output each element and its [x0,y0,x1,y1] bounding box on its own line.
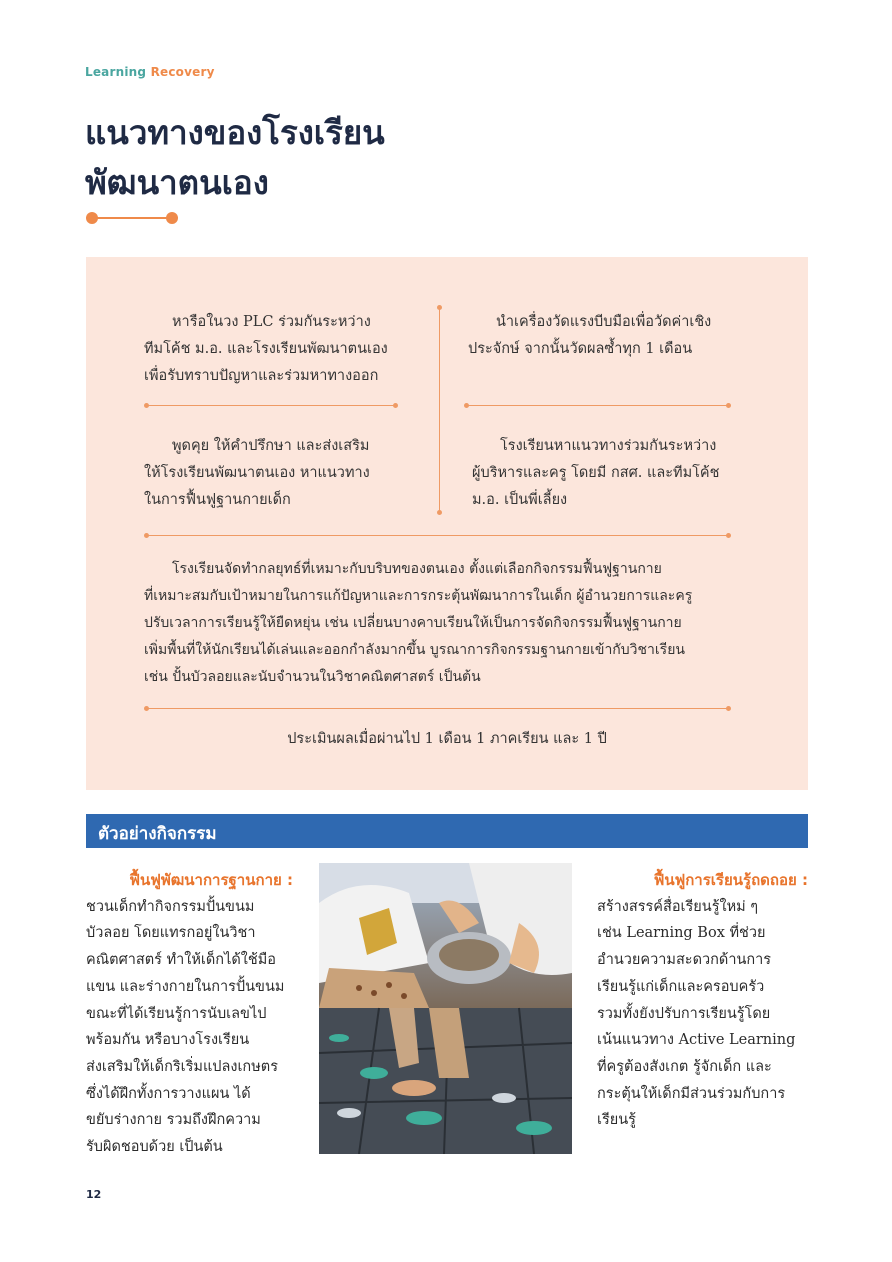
text-line: รับผิดชอบด้วย เป็นต้น [86,1139,223,1156]
panel-divider-1-right [466,405,729,406]
page-title [85,108,385,208]
section-header-bar [86,814,808,848]
header-tag-learning: Learning [85,65,147,79]
panel-box-6: ประเมินผลเมื่อผ่านไป 1 เดือน 1 ภาคเรียน และ 1 ปี [287,731,607,747]
title-underline-decoration [86,211,178,225]
text-line: เช่น Learning Box ที่ช่วย [597,925,766,942]
panel-divider-3 [146,708,729,709]
text-line: รวมทั้งยังปรับการเรียนรู้โดย [597,1005,771,1022]
text-line: ชวนเด็กทำกิจกรรมปั้นขนม [86,898,255,915]
text-line: ที่เหมาะสมกับเป้าหมายในการแก้ปัญหาและการกระตุ้นพัฒนาการในเด็ก ผู้อำนวยการและครู [144,588,693,604]
left-column-heading: ฟื้นฟูพัฒนาการฐานกาย : [129,871,293,889]
panel-box-4 [472,433,730,514]
panel-box-2 [468,309,730,363]
activity-photo [319,863,572,1154]
text-line: โรงเรียนหาแนวทางร่วมกันระหว่าง [500,438,717,454]
text-line: คณิตศาสตร์ ทำให้เด็กได้ใช้มือ [86,952,276,969]
text-line: เช่น ปั้นบัวลอยและนับจำนวนในวิชาคณิตศาสตร์ เป็นต้น [144,669,481,685]
text-line: เรียนรู้แก่เด็กและครอบครัว [597,978,765,995]
panel-box-3 [144,433,397,514]
text-line: เรียนรู้ [597,1112,636,1129]
header-tag-recovery: Recovery [150,65,215,79]
left-column [86,867,293,1161]
right-column [597,867,808,1134]
text-line: ม.อ. เป็นพี่เลี้ยง [472,492,568,508]
text-line: ส่งเสริมให้เด็กริเริ่มแปลงเกษตร [86,1058,278,1075]
text-line: สร้างสรรค์สื่อเรียนรู้ใหม่ ๆ [597,898,759,915]
text-line: ให้โรงเรียนพัฒนาตนเอง หาแนวทาง [144,465,370,481]
header-tag [85,65,215,79]
panel-divider-1-left [146,405,396,406]
text-line: บัวลอย โดยแทรกอยู่ในวิชา [86,925,256,942]
text-line: เพื่อรับทราบปัญหาและร่วมหาทางออก [144,368,379,384]
text-line: พูดคุย ให้คำปรึกษา และส่งเสริม [172,438,370,454]
page-title-line-1: แนวทางของโรงเรียน [85,113,385,152]
text-line: ในการฟื้นฟูฐานกายเด็ก [144,492,291,508]
text-line: ขณะที่ได้เรียนรู้การนับเลขไป [86,1005,267,1022]
text-line: โรงเรียนจัดทำกลยุทธ์ที่เหมาะกับบริบทของตนเอง ตั้งแต่เลือกกิจกรรมฟื้นฟูฐานกาย [172,561,662,577]
text-line: ที่ครูต้องสังเกต รู้จักเด็ก และ [597,1058,772,1075]
panel-box-5 [144,556,734,691]
text-line: ทีมโค้ช ม.อ. และโรงเรียนพัฒนาตนเอง [144,341,388,357]
right-column-heading: ฟื้นฟูการเรียนรู้ถดถอย : [653,871,808,889]
text-line: ปรับเวลาการเรียนรู้ให้ยืดหยุ่น เช่น เปลี่ยนบางคาบเรียนให้เป็นการจัดกิจกรรมฟื้นฟูฐานกาย [144,615,682,631]
text-line: อำนวยความสะดวกด้านการ [597,952,772,969]
text-line: ขยับร่างกาย รวมถึงฝึกความ [86,1112,261,1129]
text-line: ผู้บริหารและครู โดยมี กสศ. และทีมโค้ช [472,465,720,481]
text-line: ซึ่งได้ฝึกทั้งการวางแผน ได้ [86,1085,251,1102]
text-line: กระตุ้นให้เด็กมีส่วนร่วมกับการ [597,1085,786,1102]
process-panel [86,257,808,790]
text-line: แขน และร่างกายในการปั้นขนม [86,978,285,995]
section-title: ตัวอย่างกิจกรรม [98,824,217,844]
panel-box-1 [144,309,397,390]
text-line: เพิ่มพื้นที่ให้นักเรียนได้เล่นและออกกำลังมากขึ้น บูรณาการกิจกรรมฐานกายเข้ากับวิชาเรียน [144,642,685,658]
text-line: หารือในวง PLC ร่วมกันระหว่าง [172,314,371,330]
text-line: พร้อมกัน หรือบางโรงเรียน [86,1032,250,1049]
page-number: 12 [86,1188,102,1201]
text-line: เน้นแนวทาง Active Learning [597,1032,796,1049]
text-line: นำเครื่องวัดแรงบีบมือเพื่อวัดค่าเชิง [496,314,712,330]
panel-vertical-divider [439,307,440,513]
panel-divider-2 [146,535,729,536]
text-line: ประจักษ์ จากนั้นวัดผลซ้ำทุก 1 เดือน [468,341,693,357]
page-title-line-2: พัฒนาตนเอง [85,163,269,202]
